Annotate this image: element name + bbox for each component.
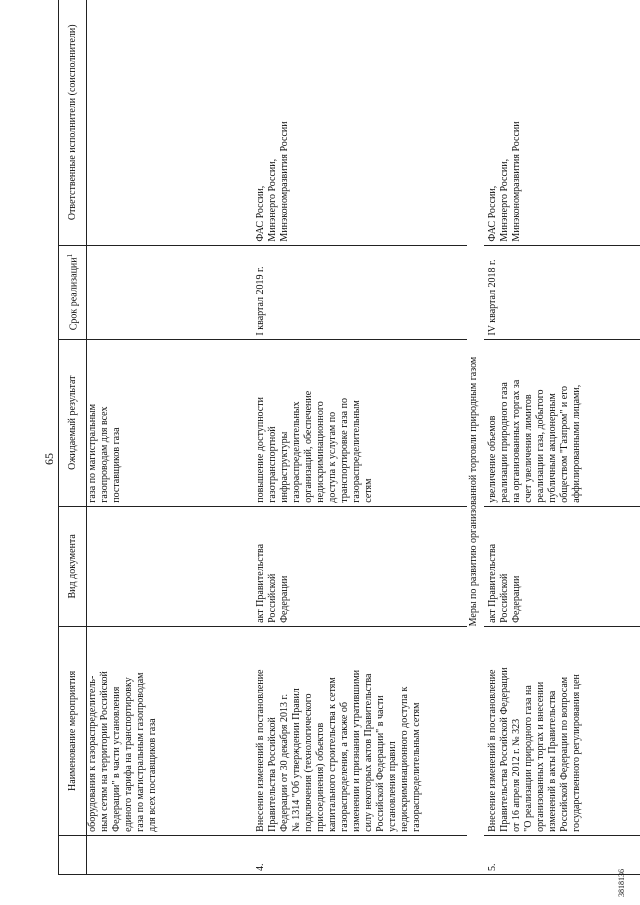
row-result: увеличение объемов реализации природного газа на организованных торгах за счет увеличения лимитов реализации газа, добытого публичным акционерным обществом "Газпром" и его аффилированными лицами, (484, 339, 640, 506)
measures-table (58, 0, 640, 875)
table-row (484, 0, 640, 875)
row-name: оборудования к газораспределитель- ным сетям на территории Российской Федерации" в части установления единого тарифа на транспортировку газа по магистральным газопроводам для всех поставщиков газа (87, 626, 253, 835)
header-term-label: Срок реализации (68, 257, 80, 331)
document-id: 3818136 (617, 869, 626, 897)
header-term-footnote: 1 (66, 253, 75, 258)
row-name: Внесение изменений в постановление Правительства Российской Федерации от 30 декабря 2013 г. № 1314 "Об утверждении Правил подключения (технологического присоединения) объектов капитального строительства к сетям газораспределения, а также об изменении и признании утратившими силу некоторых актов Правительства Российской Федерации" в части установления правил недискриминационного доступа к газораспределительным сетям (252, 626, 467, 835)
row-number: 4. (252, 835, 467, 874)
row-name: Внесение изменений в постановление Правительства Российской Федерации от 16 апреля 2012 г. № 323 "О реализации природного газа на организованных торгах и внесении изменений в акты Правительства Российской Федерации по вопросам государственного регулирования цен (484, 626, 640, 835)
row-doc-type (87, 506, 253, 626)
table-row (252, 0, 467, 875)
page-number: 65 (42, 453, 56, 465)
header-name: Наименование мероприятия (59, 626, 87, 835)
row-doc-type: акт Правительства Российской Федерации (484, 506, 640, 626)
row-number (87, 835, 253, 874)
section-spacer-left (467, 626, 484, 874)
row-result: повышение доступности газотранспортной инфраструктуры газораспределительных организаций, обеспечение недискриминационного доступа к услугам по транспортировке газа по газораспределительным сетям (252, 339, 467, 506)
table-header-row (59, 0, 87, 875)
row-term: IV квартал 2018 г. (484, 245, 640, 339)
section-title: Меры по развитию организованной торговли природным газом (468, 356, 479, 627)
row-executors (87, 0, 253, 245)
row-result: газа по магистральным газопроводам для всех поставщиков газа (87, 339, 253, 506)
row-term (87, 245, 253, 339)
row-executors: ФАС России, Минэнерго России, Минэкономразвития России (252, 0, 467, 245)
header-executors: Ответственные исполнители (соисполнители) (59, 0, 87, 245)
row-number: 5. (484, 835, 640, 874)
header-result: Ожидаемый результат (59, 339, 87, 506)
row-executors: ФАС России, Минэнерго России, Минэкономразвития России (484, 0, 640, 245)
row-doc-type: акт Правительства Российской Федерации (252, 506, 467, 626)
header-num (59, 835, 87, 874)
header-doc-type: Вид документа (59, 506, 87, 626)
table-row (87, 0, 253, 875)
section-heading-row (467, 0, 484, 875)
header-term (59, 245, 87, 339)
row-term: I квартал 2019 г. (252, 245, 467, 339)
